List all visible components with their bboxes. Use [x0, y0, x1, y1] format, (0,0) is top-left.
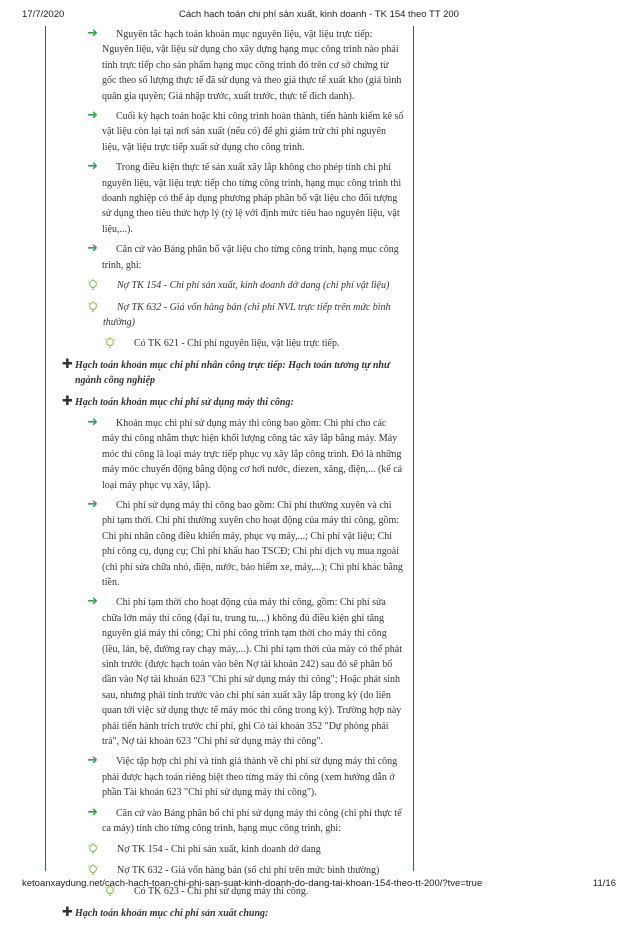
arrow-item-text: Việc tập hợp chi phí và tính giá thành về chi phí sử dụng máy thi công phải được hạch toán riêng biệt theo từng máy thi công (xem hướng dẫn ở phần Tài khoản 623 "Chi phí sử dụng máy thi công"). [102, 756, 398, 799]
arrow-item-text: Chi phí tạm thời cho hoạt động của máy thi công, gồm: Chi phí sửa chữa lớn máy thi công (đại tu, trung tu,...) không đủ điều kiện ghi tăng nguyên giá máy thi công; Chi phí công trình tạm thời cho máy thi công (lều, lán, bệ, đường ray chạy máy,...). Chi phí tạm thời của máy có thể phát sinh trước (được hạch toán vào bên Nợ tài khoản 242) sau đó sẽ phân bổ dần vào Nợ tài khoản 623 "Chi phí sử dụng máy thi công"; Hoặc phát sinh sau, nhưng phải tính trước vào chi phí sản xuất xây lắp trong kỳ (do liên quan tới việc sử dụng thực tế máy móc thi công trong kỳ). Trường hợp này phải tiến hành trích trước chi phí, ghi Có tài khoản 352 "Dự phòng phải trả", Nợ tài khoản 623 "Chi phí sử dụng máy thi công". [102, 597, 402, 748]
arrow-item-text: Cuối kỳ hạch toán hoặc khi công trình hoàn thành, tiến hành kiểm kê số vật liệu còn lại tại nơi sản xuất (nếu có) để ghi giảm trừ chi phí nguyên liệu, vật liệu trực tiếp xuất sử dụng cho công trình. [102, 111, 404, 153]
green-arrow-icon: ➜ [87, 414, 98, 430]
entry-text: Có TK 621 - Chi phí nguyên liệu, vật liệu trực tiếp. [134, 338, 340, 350]
arrow-list-item [87, 595, 405, 749]
arrow-list-item [87, 416, 405, 493]
green-arrow-icon: ➜ [87, 753, 98, 769]
page-number: 11/16 [592, 878, 616, 889]
section-heading [62, 395, 405, 410]
entry-text: Nợ TK 632 - Giá vốn hàng bán (chi phí NVL trực tiếp trên mức bình thường) [103, 301, 391, 328]
entry-text: Nợ TK 154 - Chi phí sản xuất, kinh doanh dở dang (chi phí vật liệu) [117, 280, 390, 292]
arrow-list-item [87, 806, 405, 837]
green-arrow-icon: ➜ [87, 594, 98, 610]
debit-entry-item [87, 278, 405, 293]
right-rule [413, 26, 414, 871]
credit-entry-item [104, 336, 405, 351]
green-arrow-icon: ➜ [87, 159, 98, 175]
entry-text: Nợ TK 632 - Giá vốn hàng bán (số chi phí trên mức bình thường) [117, 864, 380, 876]
arrow-item-text: Chi phí sử dụng máy thi công bao gồm: Chi phí thường xuyên và chi phí tạm thời. Chi phí thường xuyên cho hoạt động của máy thi công, gồm: Chi phí nhân công điều khiển máy, phục vụ máy,...; Chi phí vật liệu; Chi phí công cụ, dụng cụ; Chi phí khấu hao TSCĐ; Chi phí dịch vụ mua ngoài (chi phí sửa chữa nhỏ, điện, nước, bảo hiểm xe, máy,...); Chi phí khác bằng tiền. [102, 499, 403, 588]
article-body [62, 27, 405, 927]
lightbulb-icon [87, 843, 99, 856]
arrow-item-text: Trong điều kiện thực tế sản xuất xây lắp không cho phép tính chi phí nguyên liệu, vật liệu trực tiếp cho từng công trình, hạng mục công trình thì doanh nghiệp có thể áp dụng phương pháp phân bổ vật liệu cho đối tượng sử dụng theo tiêu thức hợp lý (tỷ lệ với định mức tiêu hao nguyên liệu, vật liệu,...). [102, 162, 402, 235]
arrow-list-item [87, 242, 405, 273]
section-heading [62, 358, 405, 389]
section-heading-text: Hạch toán khoản mục chi phí sử dụng máy thi công: [75, 396, 294, 408]
section-heading-text: Hạch toán khoản mục chi phí nhân công trực tiếp: Hạch toán tương tự như ngành công nghiệp [75, 359, 390, 387]
page-footer [0, 878, 638, 892]
arrow-list-item [87, 498, 405, 590]
arrow-item-text: Nguyên tắc hạch toán khoản mục nguyên liệu, vật liệu trực tiếp: Nguyên liệu, vật liệu sử dụng cho xây dựng hạng mục công trình nào phải tính trực tiếp cho sản phẩm hạng mục công trình đó trên cơ sở chứng từ gốc theo số lượng thực tế đã sử dụng và theo giá thực tế xuất kho (giá bình quân gia quyền; Giá nhập trước, xuất trước, thực tế đích danh). [102, 29, 402, 102]
arrow-item-text: Khoản mục chi phí sử dụng máy thi công bao gồm: Chi phí cho các máy thi công nhằm thực hiện khối lượng công tác xây lắp bằng máy. Máy móc thi công là loại máy trực tiếp phục vụ xây lắp công trình. Đó là những máy móc chuyển động bằng động cơ hơi nước, diezen, xăng, điện,... (kể cả loại máy phục vụ xây, lắp). [102, 417, 403, 491]
green-arrow-icon: ➜ [87, 496, 98, 512]
green-arrow-icon: ➜ [87, 26, 98, 41]
entry-text: Có TK 623 - Chi phí sử dụng máy thi công. [134, 886, 309, 898]
debit-entry-item [87, 842, 405, 857]
page-header [0, 9, 638, 23]
debit-entry-item [87, 863, 405, 878]
arrow-item-text: Căn cứ vào Bảng phân bổ vật liệu cho từng công trình, hạng mục công trình, ghi: [102, 244, 399, 271]
entry-text: Nợ TK 154 - Chi phí sản xuất, kinh doanh dở dang [117, 843, 321, 855]
lightbulb-icon [87, 301, 99, 314]
section-heading-text: Hạch toán khoản mục chi phí sản xuất chung: [75, 907, 269, 919]
page-title: Cách hạch toán chi phí sản xuất, kinh doanh - TK 154 theo TT 200 [179, 9, 459, 20]
lightbulb-icon [87, 279, 99, 292]
section-heading [62, 906, 405, 921]
green-arrow-icon: ➜ [87, 108, 98, 124]
arrow-list-item [87, 160, 405, 237]
arrow-list-item [87, 754, 405, 800]
arrow-list-item [87, 109, 405, 155]
debit-entry-item [87, 300, 405, 331]
lightbulb-icon [87, 864, 99, 877]
source-url[interactable]: ketoanxaydung.net/cach-hach-toan-chi-phi-san-suat-kinh-doanh-do-dang-tai-khoan-154-theo-tt-200/?tve=true [22, 878, 483, 889]
lightbulb-icon [104, 337, 116, 350]
green-arrow-icon: ➜ [87, 804, 98, 820]
arrow-item-text: Căn cứ vào Bảng phân bổ chi phí sử dụng máy thi công (chi phí thực tế ca máy) tính cho từng công trình, hạng mục công trình, ghi: [102, 807, 402, 835]
green-arrow-icon: ➜ [87, 241, 98, 257]
plus-icon: ✚ [62, 356, 73, 372]
plus-icon: ✚ [62, 904, 73, 920]
arrow-list-item [87, 27, 405, 104]
left-rule [45, 26, 46, 871]
plus-icon: ✚ [62, 393, 73, 409]
print-date: 17/7/2020 [22, 9, 65, 20]
